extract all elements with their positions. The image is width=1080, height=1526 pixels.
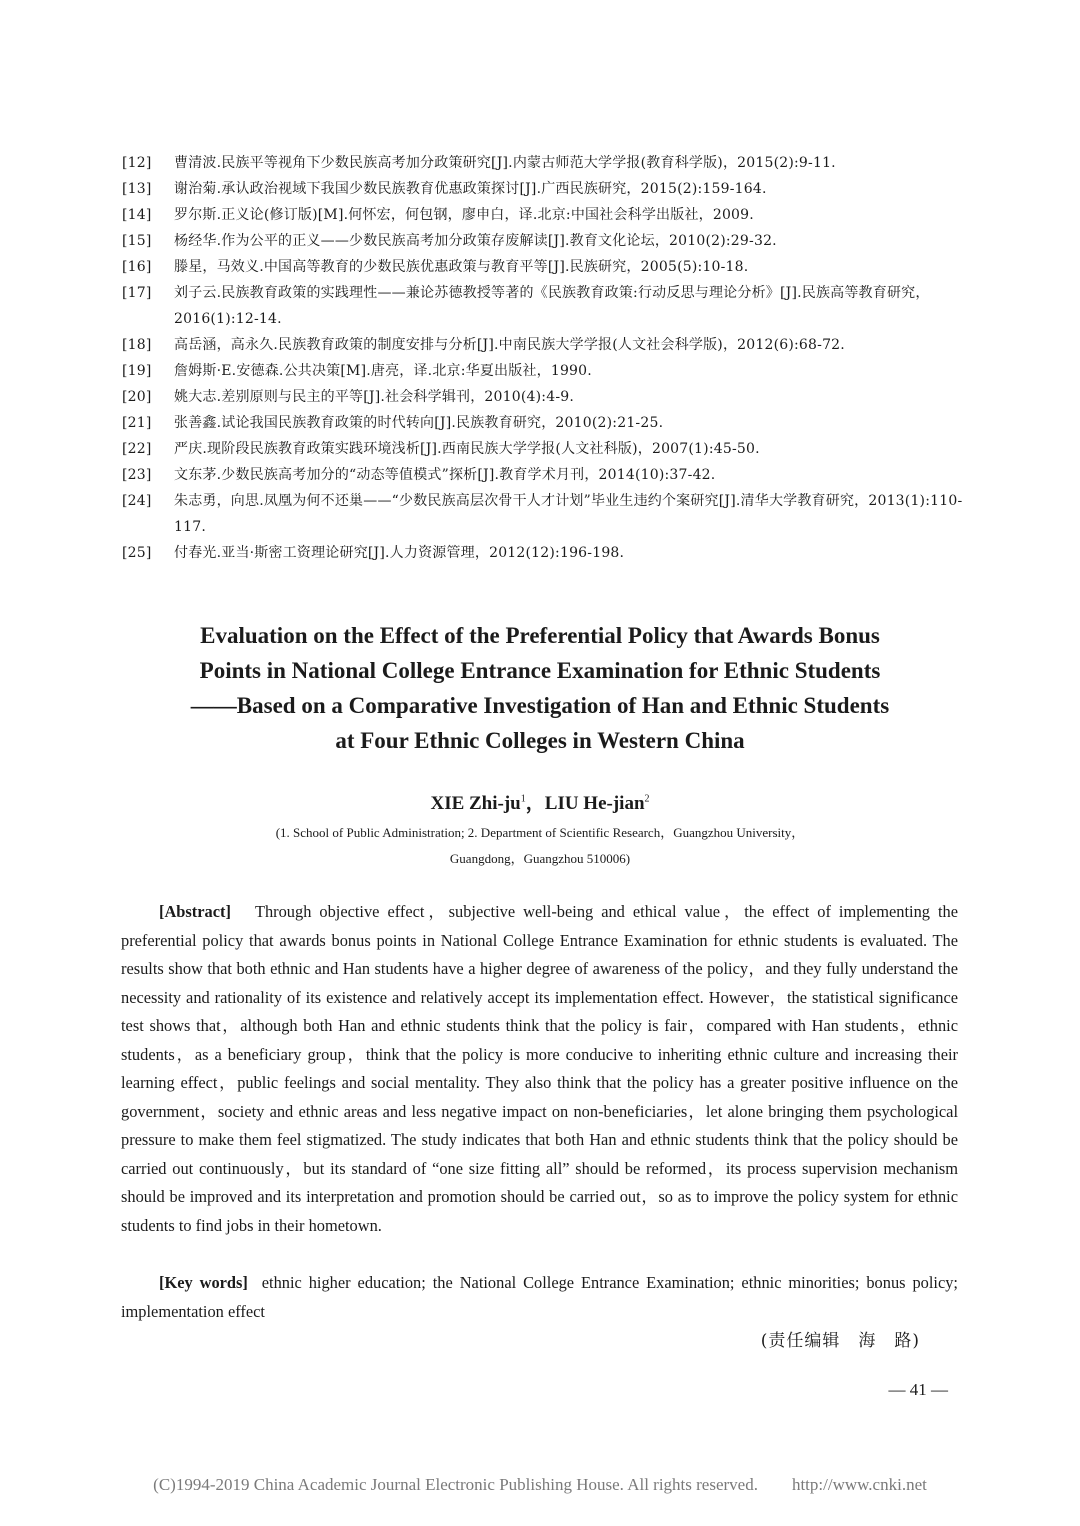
author-line: [100, 788, 980, 815]
page-number: — 41 —: [888, 1380, 948, 1399]
reference-item: [122, 540, 964, 566]
affiliation-line: Guangdong，Guangzhou 510006): [449, 851, 631, 866]
reference-list: [122, 150, 964, 566]
reference-text: 曹清波.民族平等视角下少数民族高考加分政策研究[J].内蒙古师范大学学报(教育科学版)，2015(2):9-11.: [174, 155, 836, 171]
abstract-paragraph: [121, 898, 958, 1240]
reference-number: [16]: [122, 259, 152, 275]
reference-item: [122, 410, 964, 436]
reference-item: [122, 358, 964, 384]
reference-item: [122, 332, 964, 358]
subtitle-line: at Four Ethnic Colleges in Western China: [335, 728, 745, 753]
reference-text: 张善鑫.试论我国民族教育政策的时代转向[J].民族教育研究，2010(2):21-25.: [174, 415, 664, 431]
reference-text: 高岳涵，高永久.民族教育政策的制度安排与分析[J].中南民族大学学报(人文社会科学版)，2012(6):68-72.: [174, 337, 845, 353]
copyright-footer: (C)1994-2019 China Academic Journal Electronic Publishing House. All rights reserved. http://www.cnki.net: [153, 1475, 927, 1494]
reference-text: 文东茅.少数民族高考加分的“动态等值模式”探析[J].教育学术月刊，2014(10):37-42.: [174, 467, 716, 483]
reference-text: 姚大志.差别原则与民主的平等[J].社会科学辑刊，2010(4):4-9.: [174, 389, 575, 405]
reference-text: 付春光.亚当·斯密工资理论研究[J].人力资源管理，2012(12):196-198.: [174, 545, 625, 561]
reference-number: [25]: [122, 545, 152, 561]
affiliation: [140, 820, 940, 872]
affiliation-line: (1. School of Public Administration; 2. Department of Scientific Research，Guangzhou University，: [275, 825, 805, 840]
reference-item: [122, 176, 964, 202]
reference-text: 罗尔斯.正义论(修订版)[M].何怀宏，何包钢，廖申白，译.北京:中国社会科学出版社，2009.: [174, 207, 754, 223]
reference-number: [22]: [122, 441, 152, 457]
author-separator: ，: [525, 793, 545, 814]
author-name: XIE Zhi-ju: [430, 793, 521, 814]
reference-number: [14]: [122, 207, 152, 223]
responsible-editor: (责任编辑 海 路): [760, 1331, 920, 1351]
reference-text: 严庆.现阶段民族教育政策实践环境浅析[J].西南民族大学学报(人文社科版)，2007(1):45-50.: [174, 441, 760, 457]
reference-number: [12]: [122, 155, 152, 171]
reference-text: 朱志勇，向思.凤凰为何不还巢——“少数民族高层次骨干人才计划”毕业生违约个案研究[J].清华大学教育研究，2013(1):110-117.: [174, 493, 963, 535]
reference-number: [15]: [122, 233, 152, 249]
author-affiliation-mark: 2: [644, 793, 650, 805]
reference-item: [122, 254, 964, 280]
abstract-label: [Abstract]: [159, 902, 231, 921]
article-title: [100, 618, 980, 758]
reference-text: 谢治菊.承认政治视域下我国少数民族教育优惠政策探讨[J].广西民族研究，2015(2):159-164.: [174, 181, 767, 197]
reference-item: [122, 202, 964, 228]
reference-text: 詹姆斯·E.安德森.公共决策[M].唐亮，译.北京:华夏出版社，1990.: [174, 363, 592, 379]
reference-number: [19]: [122, 363, 152, 379]
reference-item: [122, 280, 964, 332]
reference-number: [20]: [122, 389, 152, 405]
keywords-label: [Key words]: [159, 1273, 248, 1292]
author-name: LIU He-jian: [544, 793, 645, 814]
reference-item: [122, 488, 964, 540]
title-line: Evaluation on the Effect of the Preferential Policy that Awards Bonus: [200, 623, 880, 648]
reference-number: [18]: [122, 337, 152, 353]
reference-item: [122, 228, 964, 254]
keywords-paragraph: [121, 1269, 958, 1326]
reference-number: [23]: [122, 467, 152, 483]
abstract-text: Through objective effect，subjective well-being and ethical value，the effect of implementing the preferential policy that awards bonus points in National College Entrance Examination for ethnic students is evaluated. The results show that both ethnic and Han students have a higher degree of awareness of the policy，and they fully understand the necessity and rationality of its existence and relatively accept its implementation effect. However，the statistical significance test shows that，although both Han and ethnic students think that the policy is fair，compared with Han students，ethnic students，as a beneficiary group，think that the policy is more conducive to inheriting ethnic culture and increasing their learning effect，public feelings and social mentality. They also think that the policy has a greater positive influence on the government，society and ethnic areas and less negative impact on non-beneficiaries，let alone bringing them psychological pressure to make them feel stigmatized. The study indicates that both Han and ethnic students think that the policy should be carried out continuously，but its standard of “one size fitting all” should be reformed，its process supervision mechanism should be improved and its interpretation and promotion should be carried out，so as to improve the policy system for ethnic students to find jobs in their hometown.: [121, 902, 959, 1235]
reference-number: [21]: [122, 415, 152, 431]
keywords-text: ethnic higher education; the National College Entrance Examination; ethnic minorities; bonus policy; implementation effect: [121, 1273, 958, 1321]
reference-text: 刘子云.民族教育政策的实践理性——兼论苏德教授等著的《民族教育政策:行动反思与理论分析》[J].民族高等教育研究，2016(1):12-14.: [174, 285, 930, 327]
reference-number: [17]: [122, 285, 152, 301]
reference-item: [122, 462, 964, 488]
reference-text: 滕星，马效义.中国高等教育的少数民族优惠政策与教育平等[J].民族研究，2005(5):10-18.: [174, 259, 749, 275]
subtitle-line: ——Based on a Comparative Investigation of Han and Ethnic Students: [190, 693, 890, 718]
author-affiliation-mark: 1: [520, 793, 526, 805]
title-line: Points in National College Entrance Examination for Ethnic Students: [199, 658, 881, 683]
reference-item: [122, 436, 964, 462]
reference-number: [24]: [122, 493, 152, 509]
reference-text: 杨经华.作为公平的正义——少数民族高考加分政策存废解读[J].教育文化论坛，2010(2):29-32.: [174, 233, 777, 249]
reference-number: [13]: [122, 181, 152, 197]
reference-item: [122, 384, 964, 410]
reference-item: [122, 150, 964, 176]
